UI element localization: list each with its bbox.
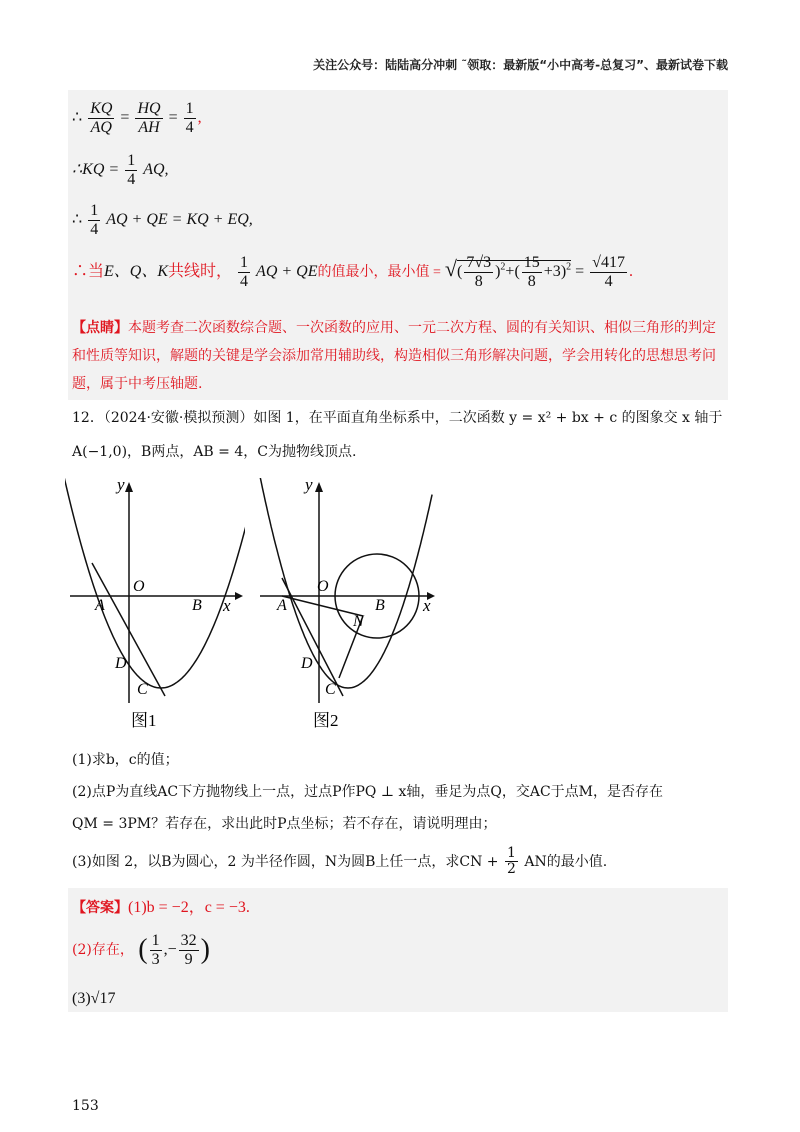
sub-question-1: (1)求b，c的值； [72, 752, 179, 768]
sub-question-3 [72, 846, 728, 878]
comma: , [197, 108, 202, 126]
text: (3)如图 2，以B为圆心，2 为半径作圆，N为圆B上任一点，求CN + [72, 853, 499, 870]
answer-text: (2)存在， [72, 942, 134, 959]
figure-2 [255, 478, 445, 728]
fraction: $\frac{KQ}{AQ}$ [90, 100, 113, 136]
expr: AQ + QE [256, 262, 318, 280]
text: ∴当 [72, 262, 105, 280]
question-line-1: 12．（2024·安徽·模拟预测）如图 1，在平面直角坐标系中，二次函数 y = x² + bx + c 的图象交 x 轴于 [72, 410, 723, 426]
fraction: $\frac{15}{8}$ [523, 254, 540, 290]
text: 的值最小，最小值 = [317, 264, 441, 280]
point-d: D [115, 655, 127, 672]
y-label: y [117, 478, 125, 494]
answer-1 [72, 894, 250, 917]
x-label: x [423, 596, 431, 615]
answer-tag: 【答案】 [72, 900, 128, 916]
x-label: x [223, 596, 231, 615]
figure-caption: 图2 [313, 711, 339, 728]
points: E、Q、K [104, 262, 169, 280]
comment-text: 本题考查二次函数综合题、一次函数的应用、一元二次方程、圆的有关知识、相似三角形的判定和性质等知识，解题的关键是学会添加常用辅助线，构造相似三角形解决问题，学会用转化的思想思考问题，属于中考压轴题. [72, 320, 716, 392]
solution-line-1 [72, 100, 202, 136]
expr: ∴KQ = [72, 160, 120, 178]
text: 共线时， [168, 262, 233, 280]
fraction: $\frac{7√3}{8}$ [466, 254, 492, 290]
point-c: C [137, 681, 148, 698]
point-a: A [277, 597, 287, 614]
exponent: 2 [566, 261, 572, 273]
solution-line-4: ∴当E、Q、K共线时， $\frac{1}{4}$ AQ + QE的值最小，最小值 = √( $\frac{7√3}{8}$ )$^2$+( $\frac{15}{8}$ +3)$^2$ = $\frac{√417}{4}$ . [72, 254, 633, 290]
answer-text: (1)b = −2，c = −3. [128, 899, 250, 916]
point-b: B [192, 597, 202, 614]
solution-line-2 [72, 152, 169, 188]
sqrt-sign: √ [444, 255, 457, 281]
fraction: $\frac{32}{9}$ [180, 932, 197, 968]
comment-tag: 【点睛】 [72, 320, 128, 336]
figure-caption: 图1 [131, 711, 157, 728]
answer-3 [72, 990, 115, 1008]
origin-label: O [133, 578, 145, 595]
equals: = [120, 108, 130, 126]
sub-question-2a: (2)点P为直线AC下方抛物线上一点，过点P作PQ ⊥ x轴，垂足为点Q，交AC于点M，是否存在 [72, 784, 663, 800]
fraction: $\frac{1}{2}$ [506, 845, 516, 878]
fraction: $\frac{1}{3}$ [151, 932, 160, 968]
therefore-symbol: ∴ [72, 210, 83, 228]
fraction: $\frac{√417}{4}$ [592, 254, 625, 290]
expr: AQ + QE = KQ + EQ, [106, 210, 253, 228]
therefore-symbol: ∴ [72, 108, 83, 126]
point-a: A [95, 597, 105, 614]
expr: AQ, [143, 160, 169, 178]
point-b: B [375, 597, 385, 614]
text: AN的最小值. [524, 853, 608, 870]
figure-1 [65, 478, 245, 728]
sub-question-2b: QM = 3PM？若存在，求出此时P点坐标；若不存在，请说明理由； [72, 816, 497, 832]
page-number: 153 [72, 1098, 99, 1114]
origin-label: O [317, 578, 329, 595]
fraction: $\frac{1}{4}$ [90, 202, 99, 238]
fraction: $\frac{1}{4}$ [185, 100, 194, 136]
fraction: $\frac{1}{4}$ [127, 152, 136, 188]
page-header: 关注公众号：陆陆高分冲刺 ˜领取：最新版“小中高考-总复习”、最新试卷下载 [313, 58, 728, 72]
point-d: D [301, 655, 313, 672]
question-line-2: A(−1,0)，B两点，AB = 4，C为抛物线顶点. [72, 444, 357, 460]
fraction: $\frac{1}{4}$ [240, 254, 249, 290]
point-c: C [325, 681, 336, 698]
answer-text: (3)√17 [72, 990, 116, 1007]
point-n: N [353, 613, 364, 630]
comment-block [72, 314, 728, 398]
sqrt-body: ( $\frac{7√3}{8}$ )$^2$+( $\frac{15}{8}$ +3)$^2$ [456, 254, 572, 290]
y-label: y [305, 478, 313, 494]
solution-line-3 [72, 202, 253, 238]
answer-2: (2)存在， ( $\frac{1}{3}$ ,− $\frac{32}{9}$ ) [72, 932, 210, 968]
fraction: $\frac{HQ}{AH}$ [137, 100, 161, 136]
equals: = [168, 108, 178, 126]
